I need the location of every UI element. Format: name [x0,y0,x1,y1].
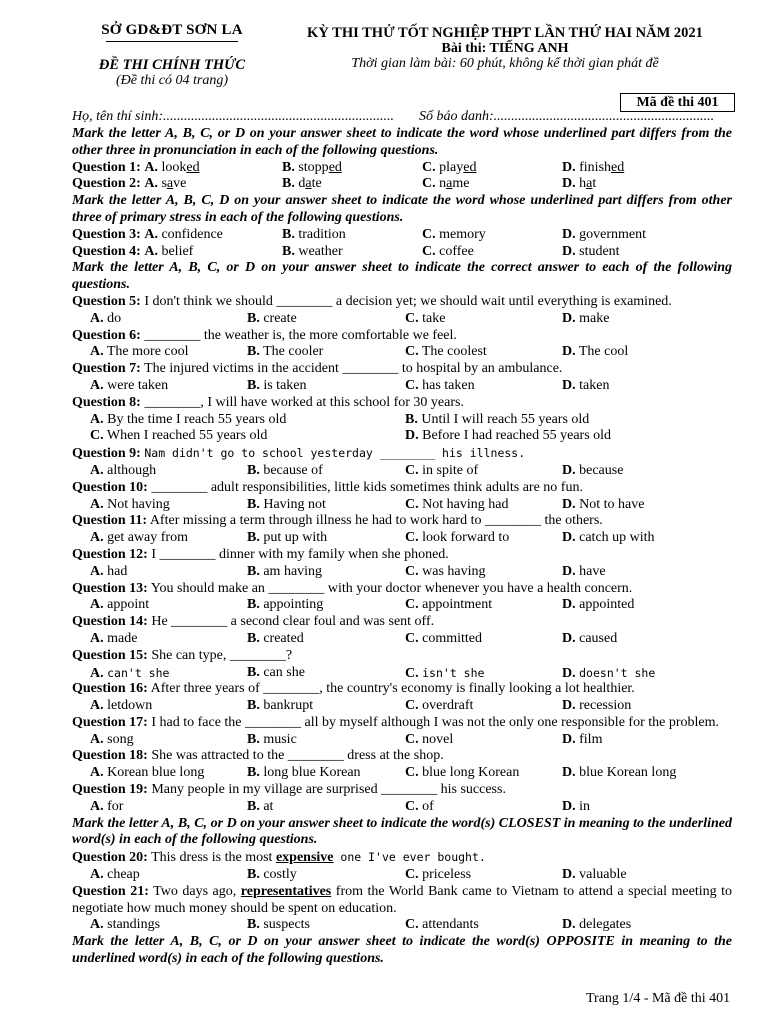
underlined-word: representatives [240,883,332,899]
candidate-name-field: .................................................................. [163,109,394,124]
question-14 [72,614,732,631]
question-text: ________, I will have worked at this school for 30 years. [144,394,464,410]
option-b: tradition [298,226,346,242]
question-label: Question 18: [72,748,148,764]
instruction-closest: Mark the letter A, B, C, or D on your answer sheet to indicate the word(s) CLOSEST in meaning to the underlined word(s) in each of the following questions. [72,815,732,848]
option-letter: A. [144,159,158,175]
question-11 [72,513,732,530]
option-b: date [298,176,322,192]
exam-title: KỲ THI THỬ TỐT NGHIỆP THPT LẦN THỨ HAI NĂM 2021 [307,25,703,41]
option-b: created [263,630,304,646]
options-13: A. appoint B. appointing C. appointment D. appointed [90,597,635,613]
question-label: Question 5: [72,293,141,309]
exam-code-box: Mã đề thi 401 [620,93,735,112]
option-b: create [263,310,297,326]
option-d: film [579,731,603,747]
options-8-row2: C. When I reached 55 years old D. Before I had reached 55 years old [90,428,612,444]
option-b: at [263,798,274,814]
question-label: Question 3: [72,226,141,242]
option-b: can she [263,664,305,680]
option-c: priceless [422,867,472,883]
option-d: taken [579,377,610,393]
question-7 [72,361,732,378]
option-d: because [579,462,624,478]
question-label: Question 13: [72,580,148,596]
option-c: committed [422,630,483,646]
option-d: Before I had reached 55 years old [422,428,612,444]
option-letter: B. [282,159,295,175]
candidate-number-field: ............................................................... [493,109,715,124]
option-b: music [263,731,297,747]
option-c: name [439,176,470,192]
question-10 [72,480,732,497]
option-b: bankrupt [263,698,314,714]
option-c: novel [422,731,454,747]
candidate-name-label: Họ, tên thí sinh: [72,109,163,124]
question-6 [72,328,732,345]
options-20: A. cheap B. costly C. priceless D. valuable [90,867,627,883]
question-16 [72,681,732,698]
question-text: ________ the weather is, the more comfortable we feel. [144,327,457,343]
option-a: do [107,310,122,326]
option-letter: A. [144,176,158,192]
option-b: costly [263,867,297,883]
option-b: am having [263,563,323,579]
question-text: I don't think we should ________ a decision yet; we should wait until everything is examined. [144,293,672,309]
question-label: Question 10: [72,479,148,495]
question-label: Question 7: [72,361,141,377]
question-15 [72,648,732,665]
option-a: save [161,176,187,192]
option-letter: C. [422,159,436,175]
options-21: A. standings B. suspects C. attendants D. delegates [90,917,632,933]
option-d: catch up with [579,530,655,546]
option-b: because of [263,462,323,478]
option-d: valuable [579,867,627,883]
option-c: isn't she [422,665,485,680]
question-label: Question 11: [72,513,148,529]
question-text: After missing a term through illness he had to work hard to ________ the others. [149,513,603,529]
question-label: Question 15: [72,647,148,663]
question-text: He ________ a second clear foul and was sent off. [151,614,435,630]
option-c: appointment [422,597,493,613]
question-text: Many people in my village are surprised ________ his success. [151,782,506,798]
question-5 [72,294,732,311]
official-label: ĐỀ THI CHÍNH THỨC [98,57,246,73]
options-6: A. The more cool B. The cooler C. The coolest D. The cool [90,344,629,360]
option-d: appointed [579,597,635,613]
question-text: She was attracted to the ________ dress at the shop. [151,748,444,764]
instruction-pronunciation: Mark the letter A, B, C, or D on your answer sheet to indicate the word whose underlined part differs from the other three in pronunciation in each of the following questions. [72,126,732,158]
question-13 [72,581,732,598]
question-text: You should make an ________ with your doctor whenever you have a health concern. [150,580,633,596]
options-8-row1: A. By the time I reach 55 years old B. Until I will reach 55 years old [90,411,590,427]
time-note: Thời gian làm bài: 60 phút, không kể thời gian phát đề [351,56,659,71]
option-c: Not having had [422,496,509,512]
option-a: confidence [161,226,223,242]
option-a: standings [107,917,161,933]
question-text: Nam didn't go to school yesterday ________ his illness. [144,446,526,461]
option-b: Having not [263,496,326,512]
question-text: After three years of ________, the country's economy is finally looking a lot healthier. [150,681,635,697]
question-label: Question 6: [72,327,141,343]
option-d: government [579,226,646,242]
question-text: This dress is the most expensive one I've ever bought. [151,850,486,866]
options-7: A. were taken B. is taken C. has taken D. taken [90,377,610,393]
option-d: student [579,243,620,259]
option-a: can't she [107,665,170,680]
option-c: in spite of [422,462,479,478]
question-label: Question 12: [72,546,148,562]
options-10: A. Not having B. Having not C. Not having had D. Not to have [90,496,645,512]
option-b: stopped [298,159,342,175]
option-letter: B. [282,176,295,192]
option-d: Not to have [579,496,645,512]
option-d: recession [579,698,632,714]
instruction-opposite: Mark the letter A, B, C, or D on your answer sheet to indicate the word(s) OPPOSITE in meaning to the underlined word(s) in each of the following questions. [72,934,732,967]
option-d: hat [579,176,597,192]
subject-title: Bài thi: TIẾNG ANH [441,41,569,56]
question-label: Question 2: [72,176,141,192]
candidate-number [419,109,714,125]
option-letter: C. [422,176,436,192]
option-a: although [107,462,157,478]
option-c: overdraft [422,698,474,714]
exam-content [72,126,732,968]
option-a: By the time I reach 55 years old [107,411,287,427]
option-a: Korean blue long [107,765,205,781]
options-17: A. song B. music C. novel D. film [90,731,603,747]
question-19 [72,782,732,799]
question-label: Question 21: [72,883,149,899]
option-c: look forward to [422,530,510,546]
question-4: Question 4: A. belief B. weather C. coffee D. student [72,243,620,259]
options-18: A. Korean blue long B. long blue Korean C. blue long Korean D. blue Korean long [90,765,677,781]
instruction-correct: Mark the letter A, B, C, or D on your answer sheet to indicate the correct answer to each of the following questions. [72,260,732,293]
option-a: were taken [107,377,169,393]
question-20 [72,849,732,867]
option-d: The cool [578,344,629,360]
candidate-info [72,109,732,125]
option-c: take [422,310,446,326]
option-b: long blue Korean [263,765,361,781]
option-b: is taken [263,377,307,393]
option-a: had [107,563,128,579]
options-11: A. get away from B. put up with C. look forward to D. catch up with [90,530,655,546]
question-label: Question 19: [72,782,148,798]
question-text: ________ adult responsibilities, little kids sometimes think adults are no fun. [151,479,583,495]
question-label: Question 1: [72,159,141,175]
question-12 [72,547,732,564]
option-a: looked [161,159,200,175]
option-b: appointing [263,597,324,613]
options-14: A. made B. created C. committed D. caused [90,630,618,646]
option-c: The coolest [421,344,487,360]
question-text: Two days ago, representatives from the World Bank came to Vietnam to attend a special meeting to negotiate how much money should be spent on education. [72,883,733,916]
option-a: cheap [107,867,140,883]
option-c: When I reached 55 years old [106,428,268,444]
question-text: I had to face the ________ all by myself although I was not the only one responsible for the problem. [151,714,719,730]
instruction-stress: Mark the letter A, B, C, D on your answer sheet to indicate the word whose underlined part differs from other three of primary stress in each of the following questions. [72,193,732,225]
option-a: song [107,731,134,747]
option-letter: D. [562,176,576,192]
option-b: weather [298,243,343,259]
question-21 [72,884,732,918]
options-12: A. had B. am having C. was having D. have [90,563,606,579]
option-a: get away from [107,530,188,546]
option-c: blue long Korean [422,765,520,781]
question-label: Question 17: [72,714,148,730]
department-underline [106,41,238,42]
question-label: Question 16: [72,681,148,697]
question-label: Question 9: [72,446,141,462]
option-d: make [579,310,610,326]
question-text: She can type, ________? [151,647,293,663]
question-label: Question 20: [72,850,148,866]
question-17 [72,715,732,732]
header-left [72,22,272,89]
question-9 [72,445,732,463]
option-c: memory [439,226,486,242]
options-15: A. can't she B. can she C. isn't she D. doesn't she [90,664,656,681]
options-9: A. although B. because of C. in spite of D. because [90,462,624,478]
option-d: delegates [579,917,632,933]
question-2 [72,176,732,193]
option-c: has taken [422,377,475,393]
question-text: I ________ dinner with my family when she phoned. [151,546,449,562]
question-label: Question 8: [72,394,141,410]
option-a: belief [161,243,194,259]
question-1 [72,160,732,177]
option-c: played [439,159,477,175]
option-a: letdown [107,698,153,714]
department-name: SỞ GD&ĐT SƠN LA [101,22,243,38]
option-a: for [107,798,124,814]
candidate-number-label: Số báo danh: [419,109,494,124]
option-a: Not having [107,496,170,512]
options-19: A. for B. at C. of D. in [90,798,591,814]
underlined-word: expensive [275,850,334,866]
option-d: in [579,798,591,814]
option-c: coffee [439,243,474,259]
pages-note: (Đề thi có 04 trang) [116,73,228,88]
question-label: Question 14: [72,614,148,630]
question-18 [72,748,732,765]
option-d: finished [579,159,625,175]
question-3: Question 3: A. confidence B. tradition C. memory D. government [72,226,646,242]
options-5: A. do B. create C. take D. make [90,310,610,326]
question-8 [72,395,732,412]
option-d: doesn't she [579,665,656,680]
options-16: A. letdown B. bankrupt C. overdraft D. recession [90,698,632,714]
option-b: Until I will reach 55 years old [421,411,590,427]
option-b: suspects [263,917,311,933]
option-a: made [107,630,138,646]
option-letter: D. [562,159,576,175]
question-text: The injured victims in the accident ________ to hospital by an ambulance. [144,361,563,377]
header-right [272,25,738,72]
option-c: of [422,798,434,814]
question-label: Question 4: [72,243,141,259]
option-a: The more cool [106,344,189,360]
option-d: have [579,563,606,579]
option-b: The cooler [263,344,324,360]
option-d: caused [579,630,618,646]
option-a: appoint [107,597,150,613]
option-c: attendants [422,917,479,933]
option-b: put up with [263,530,328,546]
option-c: was having [422,563,486,579]
page-footer: Trang 1/4 - Mã đề thi 401 [586,991,731,1006]
option-d: blue Korean long [579,765,677,781]
